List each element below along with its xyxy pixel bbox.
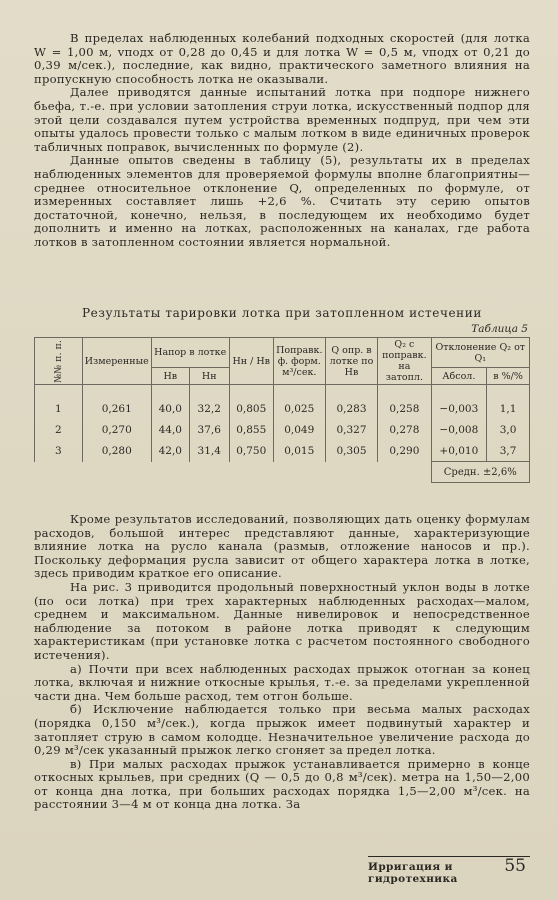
abs-cell: −0,008 <box>431 419 487 440</box>
header-correction: Поправк. ф. форм. м³/сек. <box>273 338 325 385</box>
correction-cell: 0,049 <box>273 419 325 440</box>
ratio-cell: 0,750 <box>229 440 273 462</box>
paragraph: Далее приводятся данные испытаний лотка при подпоре нижнего бьефа, т.-е. при условии затопления струи лотка, искусственный подпор для этой цели создавался путем устройства временных подпруд, при чем эти опыты удалось провести только с малым лотком в виде единичных проверок табличных поправок, вычисленных по формуле (2). <box>34 85 530 154</box>
main-text <box>34 513 530 812</box>
hn-cell: 32,2 <box>189 385 229 420</box>
qopr-cell: 0,283 <box>325 385 378 420</box>
journal-title: Ирригация и гидротехника <box>368 861 458 885</box>
header-measured: Измеренные <box>82 338 151 385</box>
header-qcorr: Q₂ с поправк. на затопл. <box>378 338 431 385</box>
paragraph: В пределах наблюденных колебаний подходных скоростей (для лотка W = 1,00 м, vподх от 0,28 до 0,45 и для лотка W = 0,5 м, vподх от 0,21 до 0,39 м/сек.), последние, как видно, практического заметного влияния на пропускную способность лотка не оказывали. <box>34 31 530 86</box>
intro-text <box>34 32 530 250</box>
ratio-cell: 0,805 <box>229 385 273 420</box>
header-hv: Hв <box>151 368 189 385</box>
table-row <box>35 419 530 440</box>
row-number: 3 <box>35 440 83 462</box>
paragraph: б) Исключение наблюдается только при весьма малых расходах (порядка 0,150 м³/сек.), когда прыжок имеет подвинутый характер и затопляет струю в самом колодце. Незначительное увеличение расхода до 0,29 м³/сек указанный прыжок легко сгоняет за предел лотка. <box>34 702 530 758</box>
header-abs: Абсол. <box>431 368 487 385</box>
hn-cell: 37,6 <box>189 419 229 440</box>
abs-cell: +0,010 <box>431 440 487 462</box>
hv-cell: 40,0 <box>151 385 189 420</box>
correction-cell: 0,025 <box>273 385 325 420</box>
table-number: Таблица 5 <box>471 323 528 335</box>
header-qopr: Q опр. в лотке по Hв <box>325 338 378 385</box>
hn-cell: 31,4 <box>189 440 229 462</box>
average-cell: Средн. ±2,6% <box>431 462 529 483</box>
hv-cell: 42,0 <box>151 440 189 462</box>
hv-cell: 44,0 <box>151 419 189 440</box>
ratio-cell: 0,855 <box>229 419 273 440</box>
pct-cell: 1,1 <box>487 385 530 420</box>
measured-cell: 0,261 <box>82 385 151 420</box>
header-ratio: Hн / Hв <box>229 338 273 385</box>
table-row <box>35 385 530 420</box>
header-pct: в %/% <box>487 368 530 385</box>
table-row <box>35 440 530 462</box>
paragraph: На рис. 3 приводится продольный поверхностный уклон воды в лотке (по оси лотка) при трех характерных наблюденных расходах—малом, среднем и максимальном. Данные нивелировок и непосредственное наблюдение за потоком в районе лотка приводят к следующим характеристикам (при установке лотка с расчетом постоянного свободного истечения). <box>34 579 530 662</box>
paragraph: а) Почти при всех наблюденных расходах прыжок отогнан за конец лотка, включая и нижние откосные крылья, т.-е. за пределами укрепленной части дна. Чем больше расход, тем отгон больше. <box>34 661 530 703</box>
pct-cell: 3,0 <box>487 419 530 440</box>
pct-cell: 3,7 <box>487 440 530 462</box>
row-number: 1 <box>35 385 83 420</box>
qcorr-cell: 0,258 <box>378 385 431 420</box>
qcorr-cell: 0,278 <box>378 419 431 440</box>
measured-cell: 0,270 <box>82 419 151 440</box>
header-num: №№ п. п. <box>35 338 83 385</box>
table-caption: Результаты тарировки лотка при затопленном истечении <box>82 306 482 320</box>
average-row <box>35 462 530 483</box>
qopr-cell: 0,305 <box>325 440 378 462</box>
page-number: 55 <box>504 856 526 876</box>
header-deviation: Отклонение Q₂ от Q₁ <box>431 338 529 368</box>
results-table <box>34 337 530 483</box>
paragraph: в) При малых расходах прыжок устанавливается примерно в конце откосных крыльев, при средних (Q — 0,5 до 0,8 м³/сек). метра на 1,50—2,00 от конца дна лотка, при больших расходах порядка 1,5—2,00 м³/сек. на расстоянии 3—4 м от конца дна лотка. За <box>34 756 530 812</box>
measured-cell: 0,280 <box>82 440 151 462</box>
abs-cell: −0,003 <box>431 385 487 420</box>
qopr-cell: 0,327 <box>325 419 378 440</box>
row-number: 2 <box>35 419 83 440</box>
paragraph: Кроме результатов исследований, позволяющих дать оценку формулам расходов, большой интерес представляют данные, характеризующие влияние лотка на русло канала (размыв, отложение наносов и пр.). Поскольку деформация русла зависит от общего характера лотка в лотке, здесь приводим краткое его описание. <box>34 512 530 581</box>
paragraph: Данные опытов сведены в таблицу (5), результаты их в пределах наблюденных элементов для проверяемой формулы вполне благоприятны—среднее относительное отклонение Q, определенных по формуле, от измеренных составляет лишь +2,6 %. Считать эту серию опытов достаточной, конечно, нельзя, в последующем их необходимо будет дополнить и именно на лотках, расположенных на каналах, где работа лотков в затопленном состоянии является нормальной. <box>34 153 530 249</box>
qcorr-cell: 0,290 <box>378 440 431 462</box>
page-footer <box>34 856 530 885</box>
header-head: Напор в лотке <box>151 338 229 368</box>
header-hn: Hн <box>189 368 229 385</box>
correction-cell: 0,015 <box>273 440 325 462</box>
